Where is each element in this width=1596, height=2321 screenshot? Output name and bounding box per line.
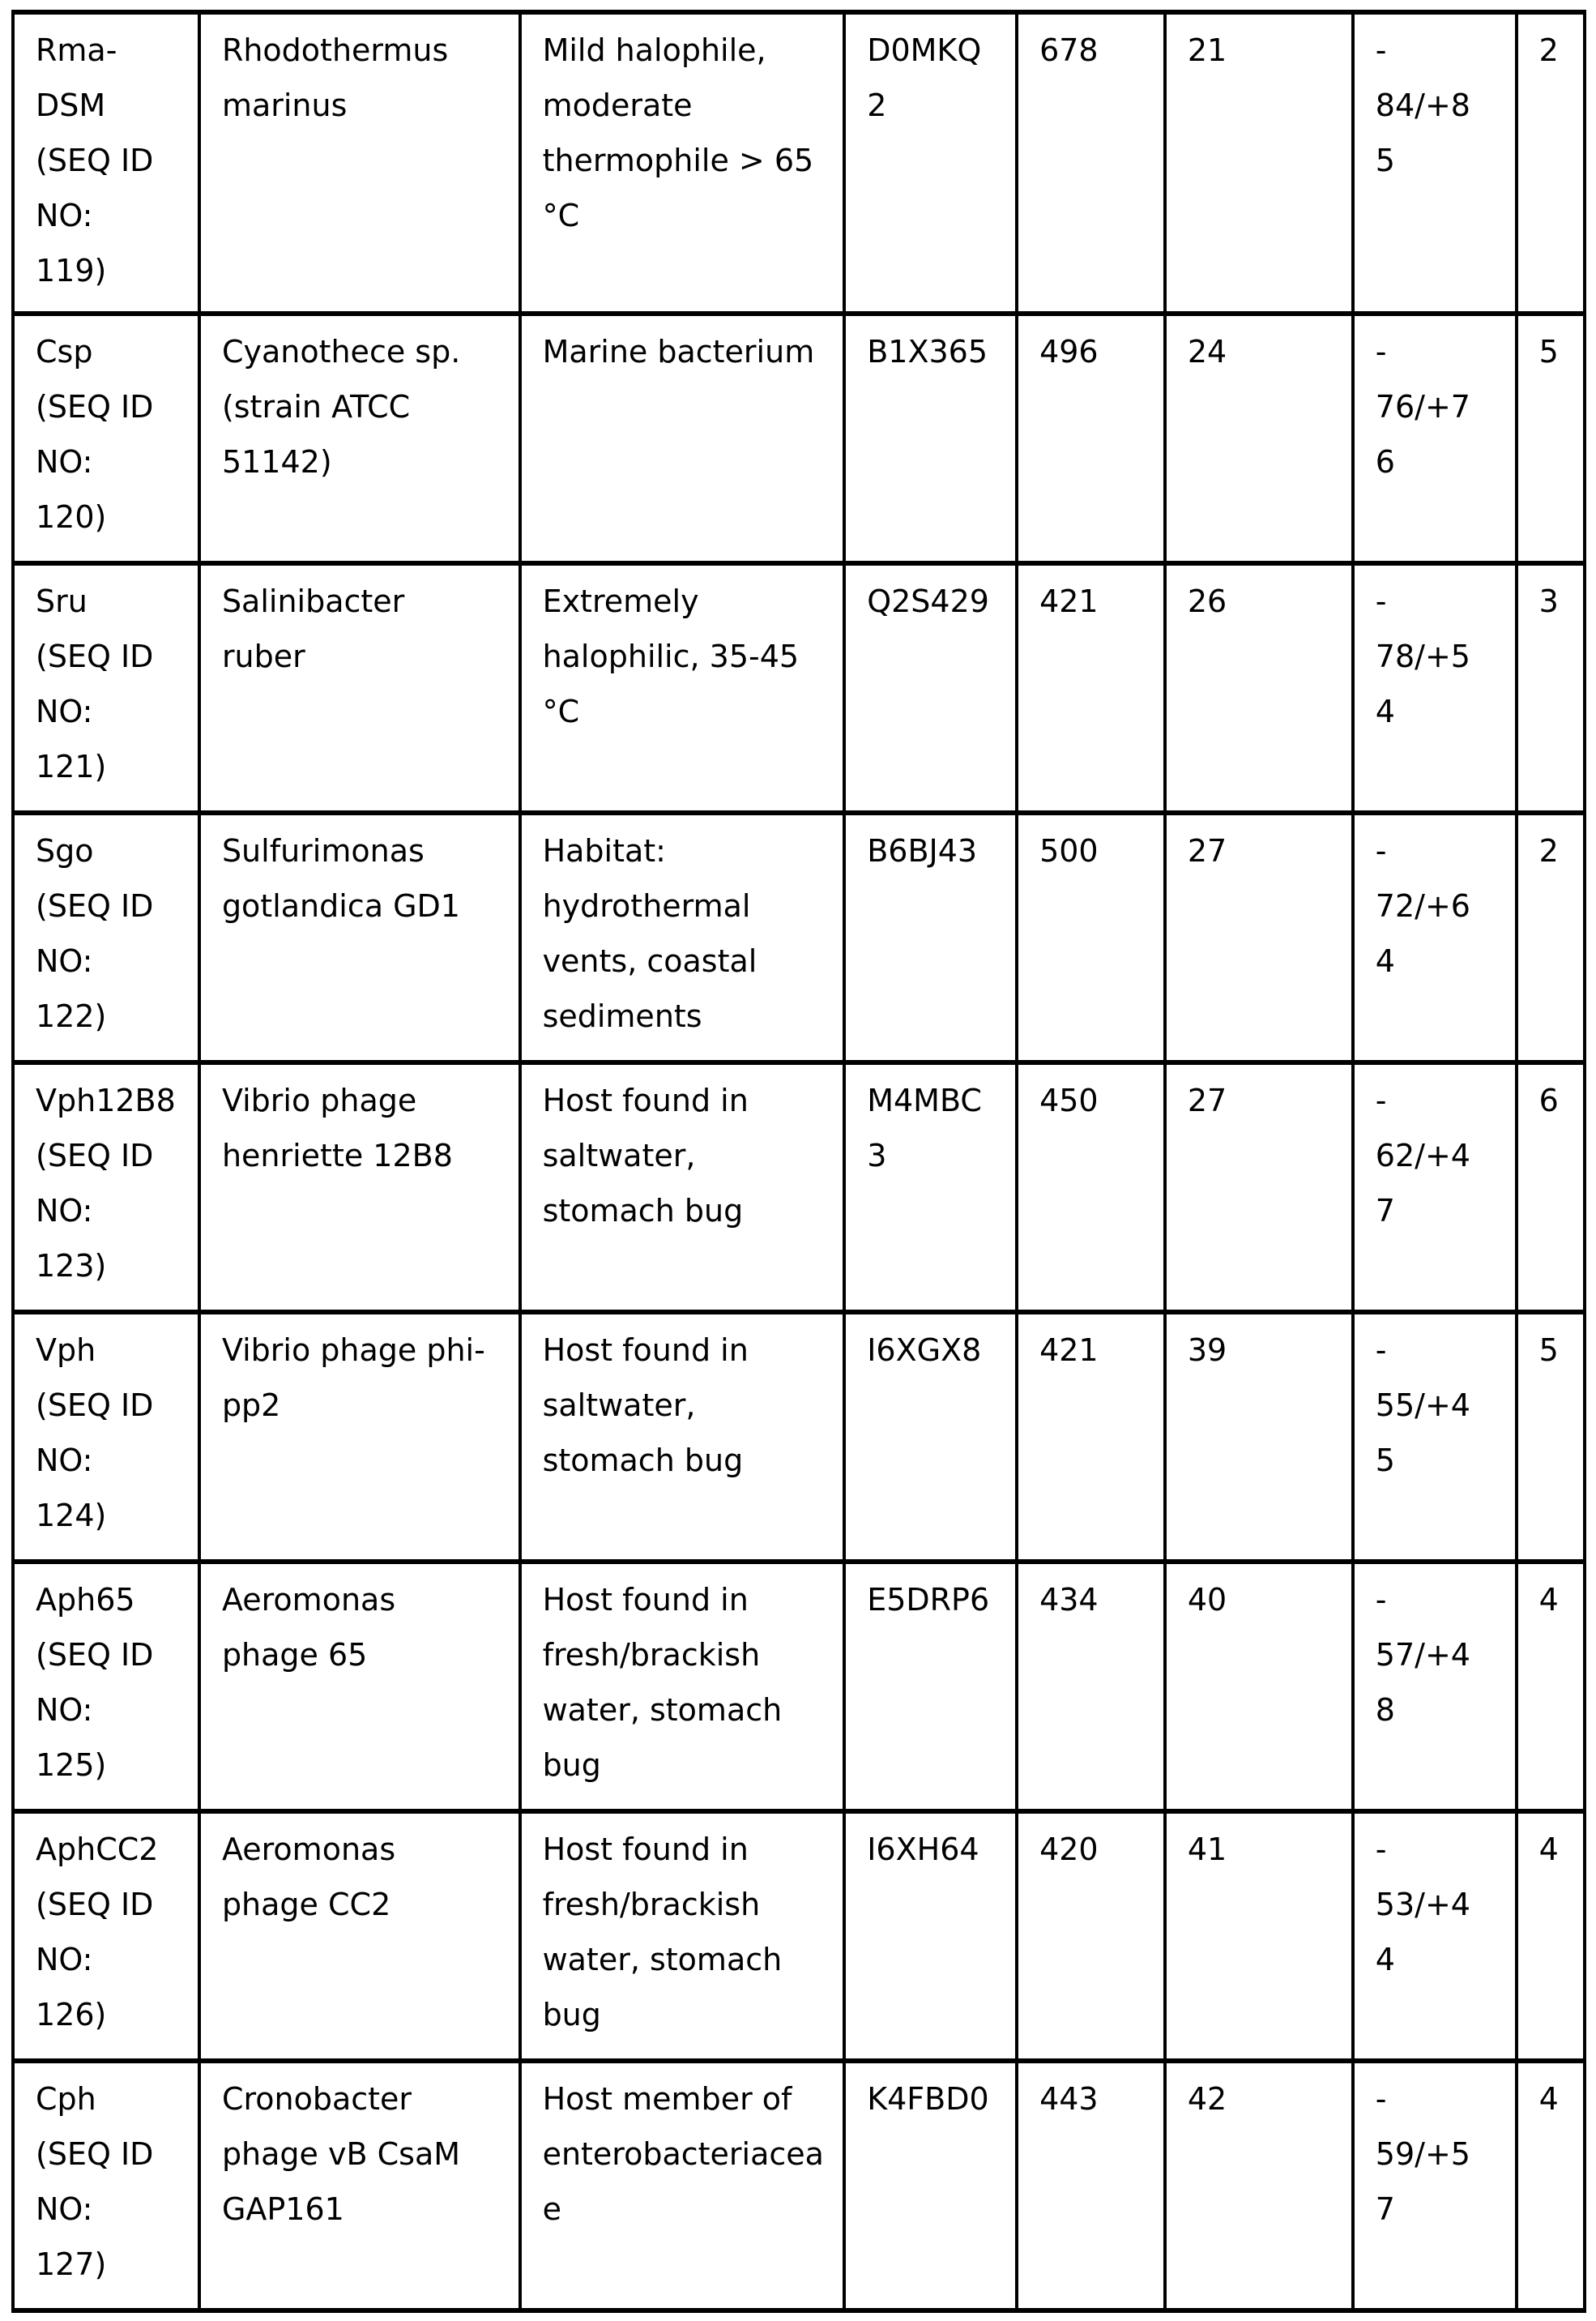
cell-seq-id [13, 1062, 199, 1312]
cell-text: 5 [1538, 334, 1559, 370]
cell-text-line: Host found in [542, 1083, 749, 1118]
cell-text-line: enterobacteriacea [542, 2136, 824, 2172]
cell-text-line: - [1375, 1083, 1387, 1118]
cell-organism [199, 1562, 520, 1811]
cell-text-line: 7 [1375, 1193, 1395, 1229]
cell-text-line: 72/+6 [1375, 888, 1470, 924]
cell-text-line: 126) [36, 1997, 107, 2032]
cell-text-line: (SEQ ID [36, 639, 154, 674]
cell-text: 496 [1039, 334, 1099, 370]
cell-text: 434 [1039, 1582, 1099, 1618]
cell-text-line: phage CC2 [221, 1887, 391, 1922]
cell-text-line: e [542, 2191, 561, 2227]
cell-uniprot-id [844, 1562, 1017, 1811]
cell-uniprot-id [844, 563, 1017, 813]
cell-text-line: ruber [221, 639, 305, 674]
cell-text-line: Vph [36, 1332, 96, 1368]
cell-text-line: °C [542, 694, 580, 729]
cell-text-line: 119) [36, 253, 107, 289]
cell-text-line: 125) [36, 1747, 107, 1783]
cell-text-line: stomach bug [542, 1193, 744, 1229]
cell-text-line: B1X365 [867, 334, 988, 370]
cell-habitat [520, 1811, 845, 2061]
cell-text-line: 5 [1375, 143, 1395, 178]
cell-uniprot-id [844, 1062, 1017, 1312]
cell-text-line: 51142) [221, 444, 332, 480]
cell-length [1017, 1312, 1165, 1562]
cell-text-line: fresh/brackish [542, 1637, 761, 1673]
cell-text-line: (SEQ ID [36, 1387, 154, 1423]
cell-text-line: Marine bacterium [542, 334, 815, 370]
sequence-table [11, 10, 1586, 2313]
cell-range [1353, 813, 1517, 1062]
cell-text-line: NO: [36, 1942, 93, 1977]
cell-seq-id [13, 1562, 199, 1811]
cell-text: 4 [1538, 2081, 1559, 2117]
cell-count [1517, 563, 1585, 813]
cell-text-line: Q2S429 [867, 583, 989, 619]
cell-text-line: water, stomach [542, 1692, 783, 1728]
cell-text-line: moderate [542, 88, 693, 123]
cell-text: 39 [1187, 1332, 1227, 1368]
cell-text-line: (SEQ ID [36, 143, 154, 178]
cell-text-line: Vibrio phage [221, 1083, 417, 1118]
cell-text-line: 57/+4 [1375, 1637, 1470, 1673]
table-row [13, 813, 1585, 1062]
cell-text-line: NO: [36, 2191, 93, 2227]
cell-text-line: - [1375, 583, 1387, 619]
cell-text-line: AphCC2 [36, 1832, 159, 1867]
cell-identity [1165, 1811, 1353, 2061]
table-row [13, 2061, 1585, 2310]
cell-text-line: Sgo [36, 833, 94, 869]
cell-text: 421 [1039, 1332, 1099, 1368]
cell-text-line: Sulfurimonas [221, 833, 425, 869]
cell-text-line: 53/+4 [1375, 1887, 1470, 1922]
cell-identity [1165, 314, 1353, 563]
cell-text: 27 [1187, 833, 1227, 869]
cell-text-line: Host member of [542, 2081, 792, 2117]
cell-seq-id [13, 2061, 199, 2310]
cell-uniprot-id [844, 1811, 1017, 2061]
cell-text-line: GAP161 [221, 2191, 344, 2227]
cell-text-line: (SEQ ID [36, 1887, 154, 1922]
cell-text-line: 127) [36, 2246, 107, 2282]
cell-text-line: saltwater, [542, 1138, 696, 1173]
cell-identity [1165, 2061, 1353, 2310]
cell-text: 2 [1538, 32, 1559, 68]
cell-text-line: 8 [1375, 1692, 1395, 1728]
cell-text: 40 [1187, 1582, 1227, 1618]
cell-text-line: 2 [867, 88, 887, 123]
cell-habitat [520, 314, 845, 563]
cell-text-line: NO: [36, 943, 93, 979]
cell-text-line: 84/+8 [1375, 88, 1470, 123]
cell-text-line: bug [542, 1997, 601, 2032]
cell-length [1017, 314, 1165, 563]
cell-text-line: 4 [1375, 1942, 1395, 1977]
cell-text: 4 [1538, 1582, 1559, 1618]
cell-text-line: NO: [36, 198, 93, 233]
cell-text-line: gotlandica GD1 [221, 888, 460, 924]
cell-length [1017, 1562, 1165, 1811]
cell-text-line: Cyanothece sp. [221, 334, 461, 370]
cell-text-line: NO: [36, 694, 93, 729]
cell-length [1017, 1811, 1165, 2061]
cell-range [1353, 1312, 1517, 1562]
cell-organism [199, 813, 520, 1062]
cell-seq-id [13, 12, 199, 314]
cell-text-line: 4 [1375, 943, 1395, 979]
cell-text-line: - [1375, 32, 1387, 68]
cell-count [1517, 314, 1585, 563]
cell-text-line: Vph12B8 [36, 1083, 176, 1118]
cell-text-line: saltwater, [542, 1387, 696, 1423]
cell-uniprot-id [844, 1312, 1017, 1562]
cell-length [1017, 1062, 1165, 1312]
cell-identity [1165, 1562, 1353, 1811]
cell-text-line: °C [542, 198, 580, 233]
cell-text-line: Aeromonas [221, 1832, 396, 1867]
cell-text: 678 [1039, 32, 1099, 68]
cell-text-line: 122) [36, 998, 107, 1034]
cell-habitat [520, 1062, 845, 1312]
cell-text-line: - [1375, 833, 1387, 869]
cell-habitat [520, 1562, 845, 1811]
cell-seq-id [13, 813, 199, 1062]
cell-count [1517, 813, 1585, 1062]
cell-text-line: 5 [1375, 1443, 1395, 1478]
cell-text-line: NO: [36, 1193, 93, 1229]
cell-organism [199, 1312, 520, 1562]
cell-text-line: fresh/brackish [542, 1887, 761, 1922]
cell-range [1353, 1811, 1517, 2061]
cell-text: 26 [1187, 583, 1227, 619]
cell-count [1517, 1811, 1585, 2061]
table-row [13, 314, 1585, 563]
cell-range [1353, 314, 1517, 563]
cell-text-line: 120) [36, 499, 107, 535]
table-body [13, 12, 1585, 2310]
cell-uniprot-id [844, 12, 1017, 314]
cell-length [1017, 813, 1165, 1062]
table-row [13, 1312, 1585, 1562]
cell-text-line: water, stomach [542, 1942, 783, 1977]
cell-text: 41 [1187, 1832, 1227, 1867]
cell-text: 42 [1187, 2081, 1227, 2117]
cell-count [1517, 1562, 1585, 1811]
cell-text-line: 124) [36, 1498, 107, 1533]
cell-uniprot-id [844, 813, 1017, 1062]
cell-text-line: 6 [1375, 444, 1395, 480]
cell-range [1353, 12, 1517, 314]
cell-organism [199, 1062, 520, 1312]
cell-identity [1165, 1062, 1353, 1312]
table-row [13, 563, 1585, 813]
cell-text: 27 [1187, 1083, 1227, 1118]
cell-organism [199, 314, 520, 563]
cell-text-line: I6XH64 [867, 1832, 979, 1867]
cell-text-line: vents, coastal [542, 943, 757, 979]
cell-text-line: henriette 12B8 [221, 1138, 453, 1173]
cell-text-line: E5DRP6 [867, 1582, 990, 1618]
cell-text-line: Aeromonas [221, 1582, 396, 1618]
cell-text: 3 [1538, 583, 1559, 619]
cell-text-line: (strain ATCC [221, 389, 411, 425]
cell-range [1353, 1562, 1517, 1811]
cell-habitat [520, 1312, 845, 1562]
cell-uniprot-id [844, 2061, 1017, 2310]
cell-text-line: Aph65 [36, 1582, 135, 1618]
cell-text-line: Salinibacter [221, 583, 405, 619]
cell-range [1353, 563, 1517, 813]
cell-text-line: - [1375, 2081, 1387, 2117]
cell-text: 450 [1039, 1083, 1099, 1118]
cell-text-line: NO: [36, 1443, 93, 1478]
table-row [13, 12, 1585, 314]
table-row [13, 1562, 1585, 1811]
cell-identity [1165, 12, 1353, 314]
cell-seq-id [13, 1811, 199, 2061]
cell-text-line: Host found in [542, 1332, 749, 1368]
cell-seq-id [13, 1312, 199, 1562]
cell-text: 4 [1538, 1832, 1559, 1867]
cell-text-line: Mild halophile, [542, 32, 766, 68]
cell-text: 2 [1538, 833, 1559, 869]
cell-text-line: 62/+4 [1375, 1138, 1470, 1173]
cell-text: 5 [1538, 1332, 1559, 1368]
cell-text-line: Cronobacter [221, 2081, 412, 2117]
cell-text-line: 123) [36, 1248, 107, 1284]
cell-text-line: marinus [221, 88, 348, 123]
cell-text-line: Rhodothermus [221, 32, 449, 68]
cell-organism [199, 563, 520, 813]
cell-text-line: 7 [1375, 2191, 1395, 2227]
cell-text-line: pp2 [221, 1387, 281, 1423]
cell-habitat [520, 813, 845, 1062]
cell-text-line: thermophile > 65 [542, 143, 814, 178]
cell-organism [199, 1811, 520, 2061]
cell-text-line: (SEQ ID [36, 2136, 154, 2172]
cell-seq-id [13, 563, 199, 813]
cell-text-line: halophilic, 35-45 [542, 639, 800, 674]
cell-organism [199, 2061, 520, 2310]
cell-habitat [520, 2061, 845, 2310]
cell-text-line: 4 [1375, 694, 1395, 729]
cell-count [1517, 2061, 1585, 2310]
cell-text-line: hydrothermal [542, 888, 751, 924]
cell-text-line: M4MBC [867, 1083, 982, 1118]
cell-text-line: Cph [36, 2081, 96, 2117]
cell-text-line: bug [542, 1747, 601, 1783]
cell-text: 421 [1039, 583, 1099, 619]
cell-text-line: phage vB CsaM [221, 2136, 461, 2172]
cell-text-line: 3 [867, 1138, 887, 1173]
cell-count [1517, 1312, 1585, 1562]
cell-text-line: Host found in [542, 1832, 749, 1867]
cell-text-line: Host found in [542, 1582, 749, 1618]
cell-text-line: (SEQ ID [36, 389, 154, 425]
cell-text: 21 [1187, 32, 1227, 68]
cell-text-line: (SEQ ID [36, 1138, 154, 1173]
cell-text-line: I6XGX8 [867, 1332, 982, 1368]
cell-text-line: DSM [36, 88, 106, 123]
cell-text-line: stomach bug [542, 1443, 744, 1478]
cell-count [1517, 1062, 1585, 1312]
cell-text: 443 [1039, 2081, 1099, 2117]
cell-organism [199, 12, 520, 314]
cell-seq-id [13, 314, 199, 563]
cell-count [1517, 12, 1585, 314]
cell-text-line: phage 65 [221, 1637, 368, 1673]
cell-text-line: Csp [36, 334, 93, 370]
cell-text-line: - [1375, 1332, 1387, 1368]
cell-text-line: - [1375, 1832, 1387, 1867]
cell-text-line: 121) [36, 749, 107, 784]
cell-text-line: D0MKQ [867, 32, 982, 68]
cell-length [1017, 2061, 1165, 2310]
cell-text-line: 76/+7 [1375, 389, 1470, 425]
cell-text-line: Rma- [36, 32, 117, 68]
cell-text-line: B6BJ43 [867, 833, 978, 869]
cell-habitat [520, 12, 845, 314]
cell-identity [1165, 813, 1353, 1062]
cell-text-line: - [1375, 334, 1387, 370]
cell-text-line: Extremely [542, 583, 699, 619]
cell-text-line: - [1375, 1582, 1387, 1618]
cell-range [1353, 1062, 1517, 1312]
cell-text: 500 [1039, 833, 1099, 869]
cell-text: 6 [1538, 1083, 1559, 1118]
cell-text-line: (SEQ ID [36, 888, 154, 924]
cell-text-line: Sru [36, 583, 87, 619]
cell-uniprot-id [844, 314, 1017, 563]
cell-text-line: Habitat: [542, 833, 666, 869]
cell-text-line: 59/+5 [1375, 2136, 1470, 2172]
cell-length [1017, 563, 1165, 813]
table-row [13, 1811, 1585, 2061]
cell-text-line: NO: [36, 444, 93, 480]
cell-text-line: 78/+5 [1375, 639, 1470, 674]
cell-habitat [520, 563, 845, 813]
cell-text-line: sediments [542, 998, 702, 1034]
cell-text-line: K4FBD0 [867, 2081, 989, 2117]
table-row [13, 1062, 1585, 1312]
cell-identity [1165, 1312, 1353, 1562]
cell-text-line: (SEQ ID [36, 1637, 154, 1673]
cell-length [1017, 12, 1165, 314]
cell-range [1353, 2061, 1517, 2310]
cell-identity [1165, 563, 1353, 813]
cell-text-line: NO: [36, 1692, 93, 1728]
cell-text-line: 55/+4 [1375, 1387, 1470, 1423]
cell-text: 420 [1039, 1832, 1099, 1867]
cell-text-line: Vibrio phage phi- [221, 1332, 485, 1368]
cell-text: 24 [1187, 334, 1227, 370]
